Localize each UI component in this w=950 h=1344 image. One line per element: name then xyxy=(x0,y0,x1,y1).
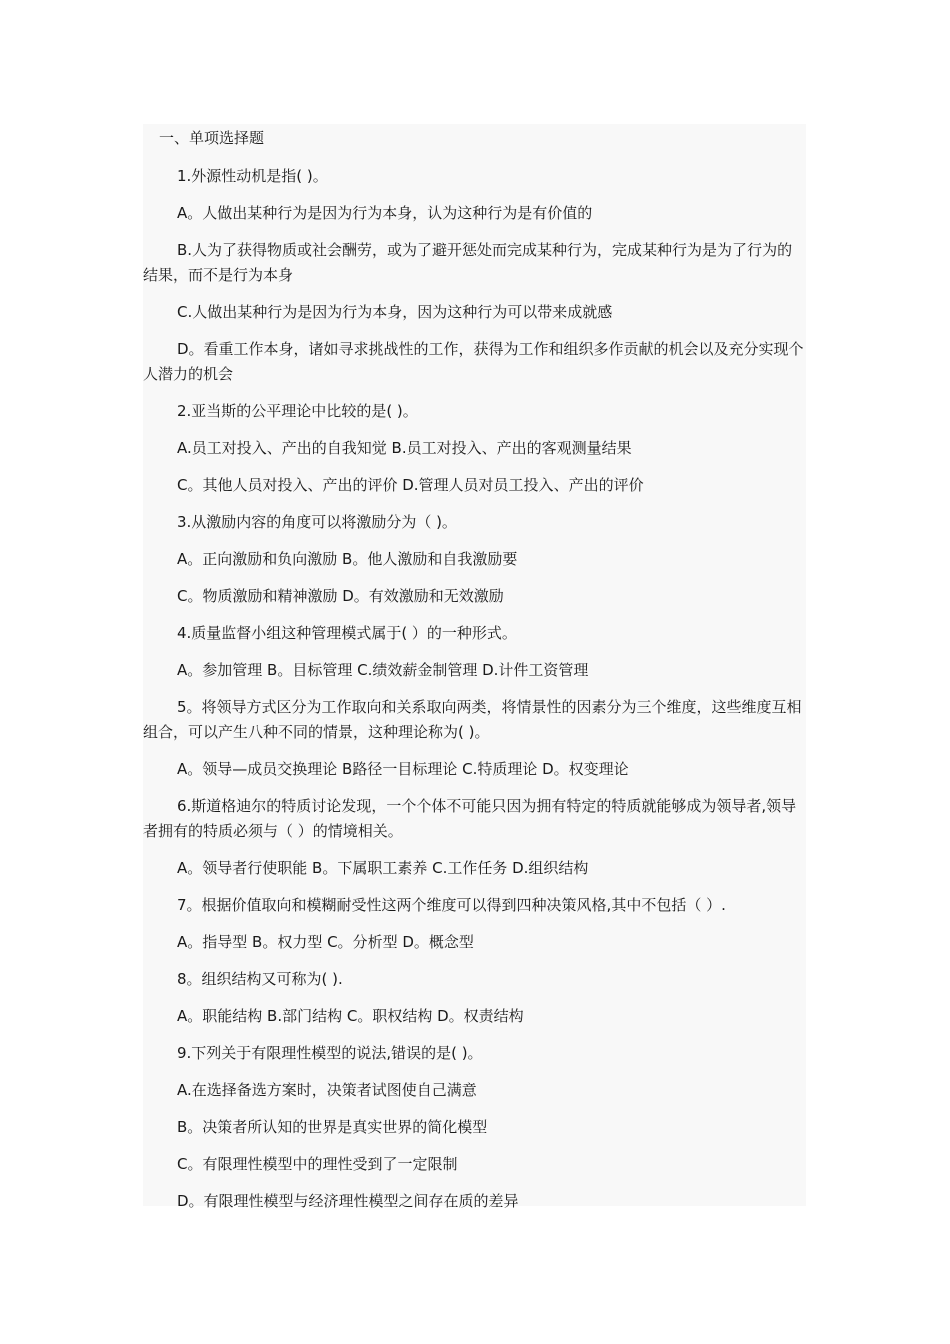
question-1: 1.外源性动机是指( )。 xyxy=(177,167,328,185)
q5-options: A。领导—成员交换理论 B路径一目标理论 C.特质理论 D。权变理论 xyxy=(177,760,629,778)
question-4: 4.质量监督小组这种管理模式属于( ）的一种形式。 xyxy=(177,624,517,642)
q1-option-d: D。看重工作本身，诸如寻求挑战性的工作，获得为工作和组织多作贡献的机会以及充分实现个人潜力的机会 xyxy=(143,340,804,383)
question-3: 3.从激励内容的角度可以将激励分为（ )。 xyxy=(177,513,457,531)
q7-options: A。指导型 B。权力型 C。分析型 D。概念型 xyxy=(177,933,474,951)
q1-option-c: C.人做出某种行为是因为行为本身，因为这种行为可以带来成就感 xyxy=(177,303,613,321)
q6-options: A。领导者行使职能 B。下属职工素养 C.工作任务 D.组织结构 xyxy=(177,859,589,877)
q4-options: A。参加管理 B。目标管理 C.绩效薪金制管理 D.计件工资管理 xyxy=(177,661,589,679)
q2-options-cd: C。其他人员对投入、产出的评价 D.管理人员对员工投入、产出的评价 xyxy=(177,476,644,494)
q8-options: A。职能结构 B.部门结构 C。职权结构 D。权责结构 xyxy=(177,1007,524,1025)
question-7: 7。根据价值取向和模糊耐受性这两个维度可以得到四种决策风格,其中不包括（ ）. xyxy=(177,896,726,914)
q9-option-b: B。决策者所认知的世界是真实世界的简化模型 xyxy=(177,1118,488,1136)
q3-options-cd: C。物质激励和精神激励 D。有效激励和无效激励 xyxy=(177,587,504,605)
question-5: 5。将领导方式区分为工作取向和关系取向两类，将情景性的因素分为三个维度，这些维度互相组合，可以产生八种不同的情景，这种理论称为( )。 xyxy=(143,698,802,741)
question-6: 6.斯道格迪尔的特质讨论发现，一个个体不可能只因为拥有特定的特质就能够成为领导者,领导者拥有的特质必须与（ ）的情境相关。 xyxy=(143,797,797,840)
q9-option-d: D。有限理性模型与经济理性模型之间存在质的差异 xyxy=(177,1192,519,1210)
q9-option-c: C。有限理性模型中的理性受到了一定限制 xyxy=(177,1155,458,1173)
section-title: 一、单项选择题 xyxy=(159,129,265,147)
question-9: 9.下列关于有限理性模型的说法,错误的是( )。 xyxy=(177,1044,483,1062)
q3-options-ab: A。正向激励和负向激励 B。他人激励和自我激励要 xyxy=(177,550,518,568)
question-2: 2.亚当斯的公平理论中比较的是( )。 xyxy=(177,402,418,420)
q2-options-ab: A.员工对投入、产出的自我知觉 B.员工对投入、产出的客观测量结果 xyxy=(177,439,632,457)
q1-option-a: A。人做出某种行为是因为行为本身，认为这种行为是有价值的 xyxy=(177,204,593,222)
document-page xyxy=(143,124,806,1210)
q1-option-b: B.人为了获得物质或社会酬劳，或为了避开惩处而完成某种行为，完成某种行为是为了行为的结果，而不是行为本身 xyxy=(143,241,793,284)
question-8: 8。组织结构又可称为( ). xyxy=(177,970,343,988)
q9-option-a: A.在选择备选方案时，决策者试图使自己满意 xyxy=(177,1081,477,1099)
